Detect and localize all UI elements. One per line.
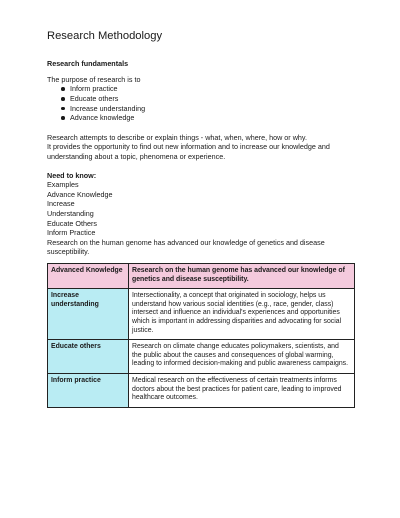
need-item: Educate Others — [47, 218, 97, 228]
row-text-cell: Intersectionality, a concept that originated in sociology, helps us understand how various social identities (e.g., race, gender, class) intersect and influence an individual's experiences and opportunities which is important in addressing disparities and advocating for social justice. — [129, 289, 355, 340]
list-item-text: Advance knowledge — [70, 113, 135, 123]
research-purpose-table — [47, 263, 355, 408]
need-item: Understanding — [47, 208, 94, 218]
header-label-cell: Advanced Knowledge — [48, 264, 129, 289]
document-page — [47, 30, 362, 402]
row-text-cell: Research on climate change educates policymakers, scientists, and the public about the causes and consequences of global warming, leading to informed decision-making and public awareness campaigns. — [129, 340, 355, 374]
bullet-icon — [61, 107, 65, 111]
bullet-icon — [61, 116, 65, 120]
table-row — [48, 340, 355, 374]
spacer — [47, 162, 362, 171]
fundamentals-heading: Research fundamentals — [47, 59, 129, 69]
bullet-icon — [61, 87, 65, 91]
genome-statement: susceptibility. — [47, 247, 90, 257]
header-text-cell: Research on the human genome has advanced our knowledge of genetics and disease susceptibility. — [129, 264, 355, 289]
description-line: It provides the opportunity to find out new information and to increase our knowledge and — [47, 142, 330, 152]
bullet-icon — [61, 97, 65, 101]
purpose-intro: The purpose of research is to — [47, 74, 141, 84]
list-item — [61, 113, 362, 123]
table-header-row — [48, 264, 355, 289]
purpose-list — [47, 84, 362, 122]
list-item-text: Inform practice — [70, 84, 118, 94]
table-row — [48, 373, 355, 407]
list-item — [61, 84, 362, 94]
row-label-cell: Increase understanding — [48, 289, 129, 340]
need-item: Examples — [47, 180, 79, 190]
row-text-cell: Medical research on the effectiveness of certain treatments informs doctors about the best practices for patient care, leading to improved healthcare outcomes. — [129, 373, 355, 407]
document-title: Research Methodology — [47, 30, 163, 42]
row-label-cell: Educate others — [48, 340, 129, 374]
list-item-text: Increase understanding — [70, 103, 146, 113]
need-item: Inform Practice — [47, 228, 96, 238]
genome-statement: Research on the human genome has advanced our knowledge of genetics and disease — [47, 237, 325, 247]
description-line: Research attempts to describe or explain things - what, when, where, how or why. — [47, 132, 307, 142]
list-item — [61, 104, 362, 114]
description-line: understanding about a topic, phenomena or experience. — [47, 151, 226, 161]
list-item — [61, 94, 362, 104]
row-label-cell: Inform practice — [48, 373, 129, 407]
need-item: Increase — [47, 199, 75, 209]
need-to-know-heading: Need to know: — [47, 170, 97, 180]
need-item: Advance Knowledge — [47, 189, 113, 199]
table-row — [48, 289, 355, 340]
list-item-text: Educate others — [70, 93, 119, 103]
